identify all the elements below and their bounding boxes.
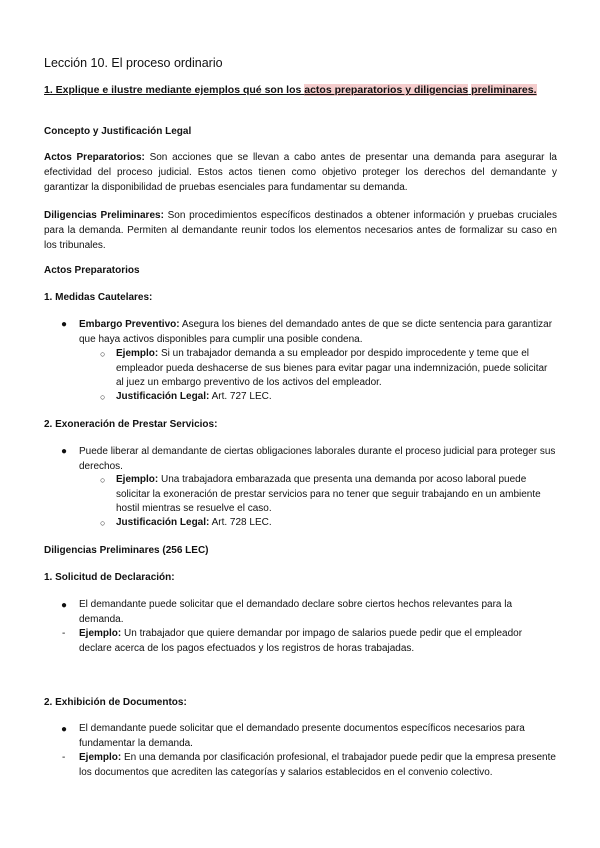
- list-item-exhibicion: El demandante puede solicitar que el demandado presente documentos específicos necesarios para fundamentar la demanda.: [79, 723, 525, 749]
- page-title: Lección 10. El proceso ordinario: [44, 56, 223, 70]
- ejemplo-label: Ejemplo:: [79, 752, 122, 763]
- justificacion-label: Justificación Legal:: [116, 517, 210, 528]
- list-item-exoneracion-ejemplo: [116, 473, 557, 517]
- circle-bullet-icon: ○: [100, 349, 106, 359]
- actos-definition: [44, 150, 557, 195]
- justificacion-label: Justificación Legal:: [116, 391, 210, 402]
- embargo-label: Embargo Preventivo:: [79, 319, 180, 330]
- exoneracion-ejemplo-text: Una trabajadora embarazada que presenta una demanda por acoso laboral puede solicitar la exoneración de prestar servicios para no tener que seguir trabajando en un ambiente hostil mientras se resuelve el caso.: [116, 474, 541, 514]
- embargo-ejemplo-text: Si un trabajador demanda a su empleador por despido improcedente y teme que el empleador pueda deshacerse de sus bienes para evitar pagar una indemnización, puede solicitar al juez un embargo preventivo de los activos del empleador.: [116, 348, 548, 388]
- actos-def-label: Actos Preparatorios:: [44, 152, 145, 163]
- actos-heading: Actos Preparatorios: [44, 265, 140, 276]
- actos-def-text: Son acciones que se llevan a cabo antes de presentar una demanda para asegurar la efectividad del proceso judicial. Estos actos tienen como objetivo proteger los derechos del demandante y garantizar la disponibilidad de pruebas esenciales para fundamentar su demanda.: [44, 152, 557, 193]
- list-item-embargo-justificacion: [116, 390, 557, 405]
- concepto-heading: Concepto y Justificación Legal: [44, 126, 192, 137]
- ejemplo-label: Ejemplo:: [79, 628, 122, 639]
- list-item-solicitud: El demandante puede solicitar que el demandado declare sobre ciertos hechos relevantes para la demanda.: [79, 599, 513, 625]
- bullet-icon: ●: [61, 319, 68, 330]
- exoneracion-heading: 2. Exoneración de Prestar Servicios:: [44, 419, 218, 430]
- dash-bullet-icon: -: [62, 752, 66, 763]
- list-item-solicitud-ejemplo: [79, 627, 557, 656]
- diligencias-heading: Diligencias Preliminares (256 LEC): [44, 545, 209, 556]
- diligencias-def-text: Son procedimientos específicos destinados a obtener información y pruebas cruciales para la demanda. Permiten al demandante reunir todos los elementos necesarios antes de formalizar su caso en los tribunales.: [44, 210, 557, 251]
- question-prefix: 1. Explique e ilustre mediante ejemplos qué son los: [44, 84, 305, 96]
- ejemplo-label: Ejemplo:: [116, 348, 159, 359]
- bullet-icon: ●: [61, 724, 68, 735]
- diligencias-definition: [44, 208, 557, 253]
- list-item-exoneracion: Puede liberar al demandante de ciertas obligaciones laborales durante el proceso judicial para proteger sus derechos.: [79, 446, 556, 472]
- question-heading: [44, 84, 557, 97]
- medidas-heading: 1. Medidas Cautelares:: [44, 292, 153, 303]
- question-highlight-1: actos preparatorios y diligencias: [304, 84, 469, 96]
- exoneracion-just-text: Art. 728 LEC.: [209, 517, 272, 528]
- circle-bullet-icon: ○: [100, 518, 106, 528]
- question-highlight-2: preliminares.: [471, 84, 537, 96]
- solicitud-ejemplo-text: Un trabajador que quiere demandar por impago de salarios puede pedir que el empleador declare acerca de los pagos efectuados y los registros de horas trabajadas.: [79, 628, 523, 654]
- embargo-text: Asegura los bienes del demandado antes de que se dicte sentencia para garantizar que haya activos disponibles para cumplir una posible condena.: [79, 319, 553, 345]
- list-item-embargo: [79, 318, 557, 347]
- embargo-just-text: Art. 727 LEC.: [209, 391, 272, 402]
- exhibicion-ejemplo-text: En una demanda por clasificación profesional, el trabajador puede pedir que la empresa presente los documentos que acrediten las categorías y salarios establecidos en el convenio colectivo.: [79, 752, 556, 778]
- diligencias-def-label: Diligencias Preliminares:: [44, 210, 164, 221]
- ejemplo-label: Ejemplo:: [116, 474, 159, 485]
- list-item-exhibicion-ejemplo: [79, 751, 557, 780]
- solicitud-heading: 1. Solicitud de Declaración:: [44, 572, 175, 583]
- exhibicion-heading: 2. Exhibición de Documentos:: [44, 697, 187, 708]
- dash-bullet-icon: -: [62, 628, 66, 639]
- circle-bullet-icon: ○: [100, 392, 106, 402]
- bullet-icon: ●: [61, 446, 68, 457]
- circle-bullet-icon: ○: [100, 475, 106, 485]
- bullet-icon: ●: [61, 600, 68, 611]
- list-item-exoneracion-justificacion: [116, 516, 557, 531]
- list-item-embargo-ejemplo: [116, 347, 557, 391]
